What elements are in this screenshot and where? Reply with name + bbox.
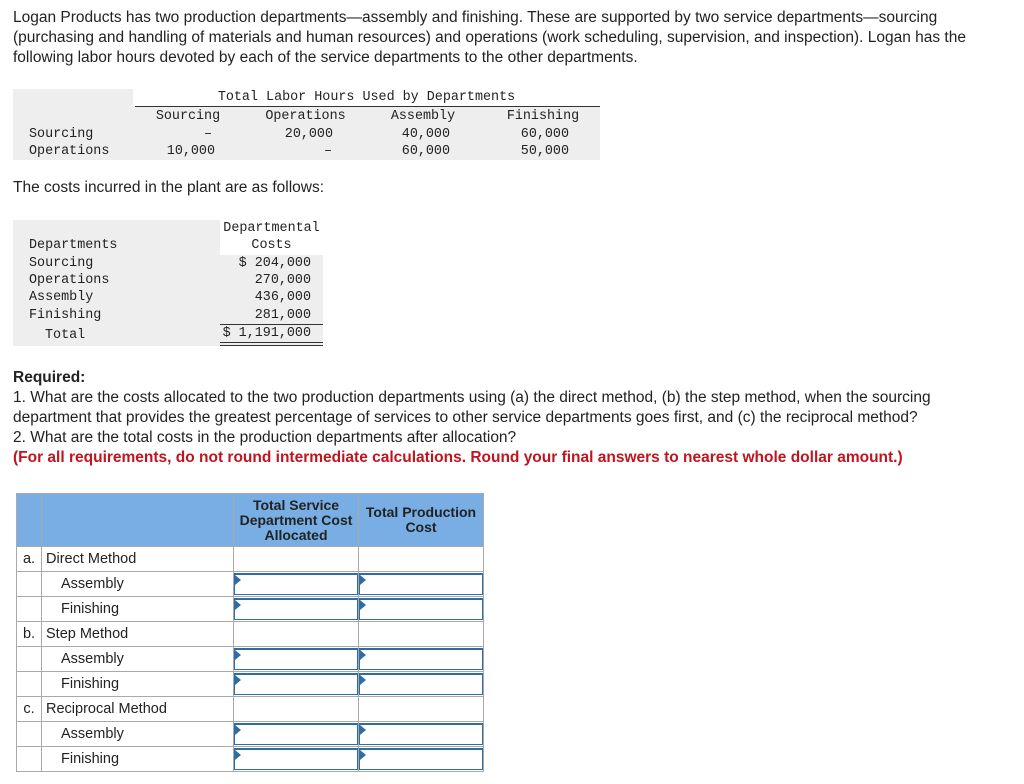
costs-row-label: Sourcing [29,256,94,271]
question-2: 2. What are the total costs in the production departments after allocation? [13,429,517,446]
reciprocal-assembly-allocated-input[interactable] [234,723,358,745]
costs-row-value: 270,000 [254,273,311,288]
labor-col-operations: Operations [265,109,346,124]
labor-row-sourcing-label: Sourcing [29,127,94,142]
labor-col-assembly: Assembly [390,109,456,124]
method-label-reciprocal: Reciprocal Method [42,697,234,722]
header-service-cost-allocated: Total Service Department Cost Allocated [234,494,359,547]
direct-finishing-allocated-input[interactable] [234,598,358,620]
row-label-assembly: Assembly [42,647,234,672]
labor-cell: 60,000 [401,144,450,159]
row-label-assembly: Assembly [42,572,234,597]
reciprocal-finishing-allocated-input[interactable] [234,748,358,770]
costs-row-value: 281,000 [254,308,311,323]
required-section [13,368,1013,468]
section-letter: c. [17,697,42,722]
costs-row-header: Departments [29,238,118,253]
labor-table-title: Total Labor Hours Used by Departments [217,90,516,105]
costs-intro: The costs incurred in the plant are as follows: [13,179,325,196]
row-label-finishing: Finishing [42,672,234,697]
costs-row-value: $ 204,000 [238,256,311,271]
costs-row-label: Operations [29,273,110,288]
reciprocal-assembly-total-input[interactable] [359,723,483,745]
costs-row-value: 436,000 [254,290,311,305]
costs-total-label: Total [45,328,86,343]
costs-row-label: Assembly [29,290,94,305]
row-label-finishing: Finishing [42,597,234,622]
costs-header-line1: Departmental [223,221,320,236]
labor-cell: – [203,127,213,142]
costs-row-label: Finishing [29,308,102,323]
required-heading: Required: [13,369,86,386]
labor-hours-table [13,89,600,160]
labor-cell: 50,000 [520,144,569,159]
row-label-assembly: Assembly [42,722,234,747]
labor-cell: 10,000 [166,144,215,159]
step-assembly-allocated-input[interactable] [234,648,358,670]
step-finishing-total-input[interactable] [359,673,483,695]
departmental-costs-table [13,220,323,346]
labor-col-finishing: Finishing [506,109,580,124]
labor-cell: – [323,144,333,159]
labor-cell: 20,000 [284,127,333,142]
section-letter: b. [17,622,42,647]
labor-cell: 60,000 [520,127,569,142]
rounding-note: (For all requirements, do not round intermediate calculations. Round your final answers to nearest whole dollar amount.) [13,449,903,466]
section-letter: a. [17,547,42,572]
step-assembly-total-input[interactable] [359,648,483,670]
reciprocal-finishing-total-input[interactable] [359,748,483,770]
question-1: 1. What are the costs allocated to the two production departments using (a) the direct method, (b) the step method, when the sourcing department that provides the greatest percentage of services to other service departments goes first, and (c) the reciprocal method? [13,389,931,426]
labor-col-sourcing: Sourcing [155,109,221,124]
step-finishing-allocated-input[interactable] [234,673,358,695]
method-label-direct: Direct Method [42,547,234,572]
row-label-finishing: Finishing [42,747,234,772]
direct-assembly-total-input[interactable] [359,573,483,595]
costs-header-line2: Costs [251,238,292,253]
direct-assembly-allocated-input[interactable] [234,573,358,595]
labor-cell: 40,000 [401,127,450,142]
problem-intro: Logan Products has two production departments—assembly and finishing. These are supported by two service departments—sourcing (purchasing and handling of materials and human resources) and operations (work scheduling, supervision, and inspection). Logan has the following labor hours devoted by each of the service departments to the other departments. [13,9,966,66]
answer-table [16,493,484,772]
header-total-production-cost: Total Production Cost [359,494,484,547]
labor-row-operations-label: Operations [29,144,110,159]
method-label-step: Step Method [42,622,234,647]
costs-total-value: $ 1,191,000 [222,326,311,341]
direct-finishing-total-input[interactable] [359,598,483,620]
